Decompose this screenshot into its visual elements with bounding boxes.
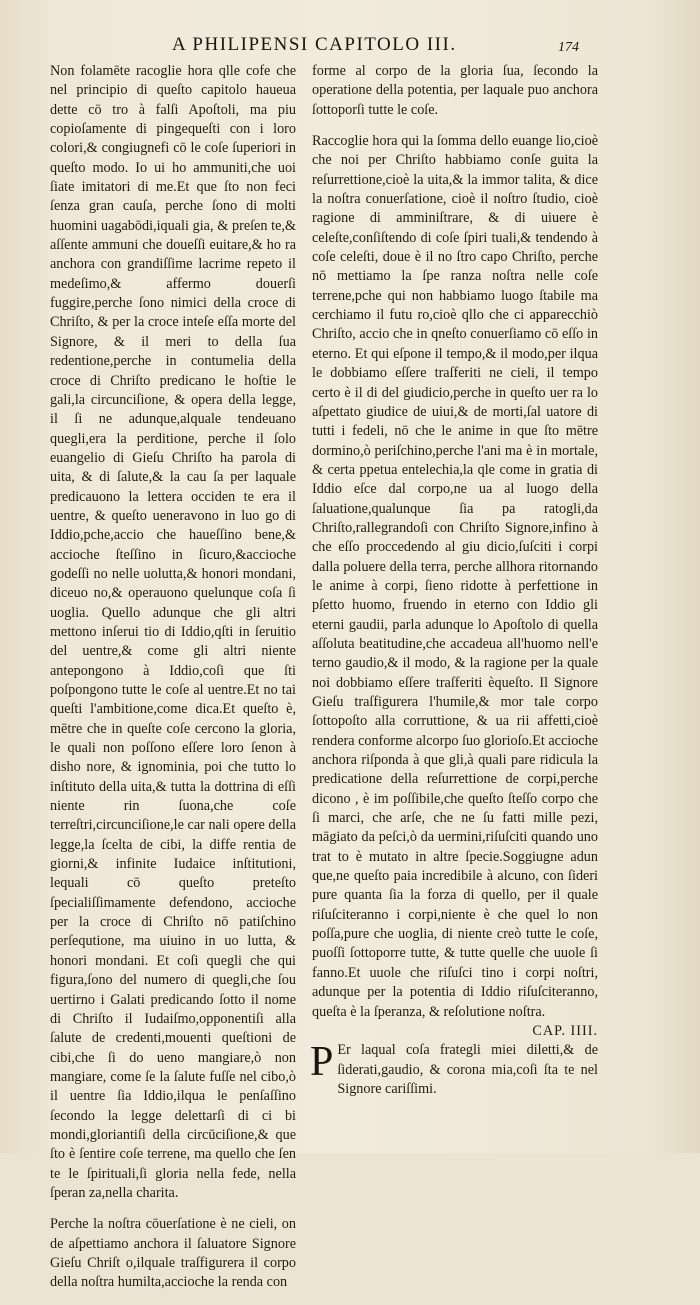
left-column — [50, 62, 296, 1305]
scripture-paragraph: Perche la noſtra cōuerſatione è ne cieli, on de aſpettiamo anchora il ſaluatore Signore Gieſu Chriſt o,ilquale traſfigurera il corpo della noſtra humilta,accioche la renda con — [50, 1216, 296, 1291]
right-column — [312, 62, 598, 1099]
chapter-heading-line — [312, 1022, 598, 1041]
running-head — [0, 30, 700, 60]
chapter-opening-text: Er laqual coſa frategli miei diletti,& de ſiderati,gaudio, & corona mia,coſi ſta te nel Signore cariſſimi. — [337, 1042, 598, 1097]
commentary-paragraph: Non folamēte racoglie hora qlle cofe che nel principio di queſto capitolo haueua dette cō tro à falſi Apoſtoli, ma piu copioſamente di pingequeſti con i loro colori,& congiugnefi cō le coſe ſuperiori in queſto modo. Io ui ho ammuniti,che uoi ſiate imitatori di me.Et que ſto non feci ſenza gran cauſa, perche ſono di molti huomini uagabōdi,iquali gia, & preſen te,& aſſente ammuni che doueſſi euitare,& ho ra anchora con grandiſſime lacrime repeto il medeſimo,& affermo douerſi fuggire,perche ſono nimici della croce di Chriſto, & per la croce inteſe eſſa morte del Signore, & il meri to della ſua redentione,perche in contumelia della croce di Chriſto predicano le hoſtie le gali,la circunciſione, & opera della legge, il ſi ne adunque,alquale tendeuano quegli,era la perditione, perche il ſolo euangelio di Gieſu Chriſto ha parola di uita, & di ſalute,& la cau ſa per laquale predicauono la lettera occiden te era il uentre, & queſto ueneravono in luo go di Iddio,pche,accio che haueſſino bene,& accioche ſteſſino in ſicuro,&accioche godeſſi no nelle uolutta,& honori mondani, diceuo no,& operauono quelunque coſa ſi uoglia. Quello adunque che gli altri mettono inſerui tio di Iddio,qſti in ſeruitio del uentre,& come gli altri niente antepongono à Iddio,coſi que ſti poſpongono tutte le coſe al uentre.Et no tai queſti l'ambitione,come dica.Et queſto è, mētre che in queſte coſe cercono la gloria, le quali non poſſono eſſere loro ſenon à disho nore, & ignominia, poi che tutto lo inſtituto della uita,& tutta la dottrina di eſſi niente rin ſuona,che coſe terreſtri,circunciſione,le car nali opere della legge,la ſcelta de cibi, la diffe rentia de giorni,& infinite Iudaice inſtitutioni, lequali cō queſto preteſto ſpecialiſſimamente defendono, accioche per la croce di Chriſto nō patiſchino perſequtione, ma uiuino in uo lutta, & honori mondani. Et coſi quegli che qui figura,ſono del numero di quegli,che ſou uertirno i Galati predicando ſotto il nome di Chriſto il Iudaiſmo,opponentiſi alla ſalute de credenti,mouenti queſtioni de cibi,che ſi do ueno mangiare,ò non mangiare, come ſe la ſalute fuſſe nel cibo,ò il uentre ſia Iddio,ilqua le penſaſſino ſecondo la legge delettarſi di ci bi mondi,gloriantiſi della circūciſione,& que ſto è ſentire coſe terrene, ma quello che ſen te le ſpirituali,ſi gloria nella fede, nella ſperan za,nella charita. — [50, 63, 296, 1201]
page-number: 174 — [558, 40, 579, 55]
commentary-paragraph: Raccoglie hora qui la ſomma dello euange lio,cioè che noi per Chriſto habbiamo conſe guita la reſurrettione,cioè la uita,& la immor talita, & dice la noſtra conuerſatione, cioè il noſtro ſtudio, cioè ragione di amminiſtrare, & di uiuere è celeſte,conſiſtendo di coſe ſpiri tuali,& tendendo à coſe celeſti, doue è il no ſtro capo Chriſto, perche nō mettiamo la ſpe ranza noſtra nelle coſe terrene,pche qui non habbiamo luogo ſtabile ma cerchiamo il futu ro,cioè qllo che ci apparecchiò Chriſto, accio che in qneſto conuerſiamo cō eſſo in eterno. Et qui eſpone il tempo,& il modo,per ilqua le dobbiamo eſſere traſferiti ne cieli, il tempo certo è il di del giudicio,perche in queſto uer ra lo aſpettato giudice de uiui,& de morti,ſal uatore di tutti i fedeli, nō che le anime in que ſto mētre dormino,ò periſchino,perche l'ani ma è in mortale, & certa ppetua entelechia,la qle come in gratia di Iddio eſce dal corpo,ne ua al luogo della ſaluatione,qualunque ſia pa ratogli,da Chriſto,rallegrandoſi con Chriſto Signore,infino à che eſſo proccedendo al giu dicio,ſuſciti i corpi dalla poluere della terra, perche allhora ritornando le anime à corpi, ſieno ridotte à perfettione in pſetto huomo, fruendo in eterno con Iddio gli eterni gaudii, parla adunque lo Apoſtolo di quella aſſoluta beatitudine,che accadeua all'huomo nell'e terno gaudio,& il modo, & la ragione per la quale noi dobbiamo eſſere traſferiti èqueſto. Il Signore Gieſu traſfigurera l'humile,& mor tale corpo ſottopoſto alla corruttione, & ua rii affetti,cioè rendera conforme alcorpo ſuo glorioſo.Et accioche anchora riſponda à que gli,à quali pare ridicula la predicatione della reſurrettione de corpi,perche dicono , è im poſſibile,che queſto ſteſſo corpo che ſi marci, che arſe, che ne ſu fatti mille pezi, māgiato da peſci,ò da uermini,riſuſciti quando uno trat to è mutato in altre ſpecie.Soggiugne adun que,ne queſto paia incredibile à alcuno, con ſideri pure quanta ſia la forza di quello, per il quale riſuſciteranno i corpi,niente è che quel lo non poſſa,pure che uoglia, di niente creò tutte le coſe, puoſſi ſottoporre tutte, & tutte quelle che uuole ſi fanno.Et uuole che riſuſci tino i corpi noſtri, adunque per la potentia di Iddio riſuſciteranno, queſta è la ſperanza, & reſolutione noſtra. — [312, 133, 598, 1020]
chapter-opening-paragraph — [312, 1041, 598, 1099]
drop-cap: P — [310, 1039, 334, 1086]
scripture-paragraph: forme al corpo de la gloria ſua, ſecondo la operatione della potentia, per laquale puo anchora ſottoporſi tutte le coſe. — [312, 63, 598, 118]
page-title: A PHILIPENSI CAPITOLO III. — [172, 34, 457, 55]
chapter-heading: CAP. IIII. — [532, 1022, 598, 1039]
